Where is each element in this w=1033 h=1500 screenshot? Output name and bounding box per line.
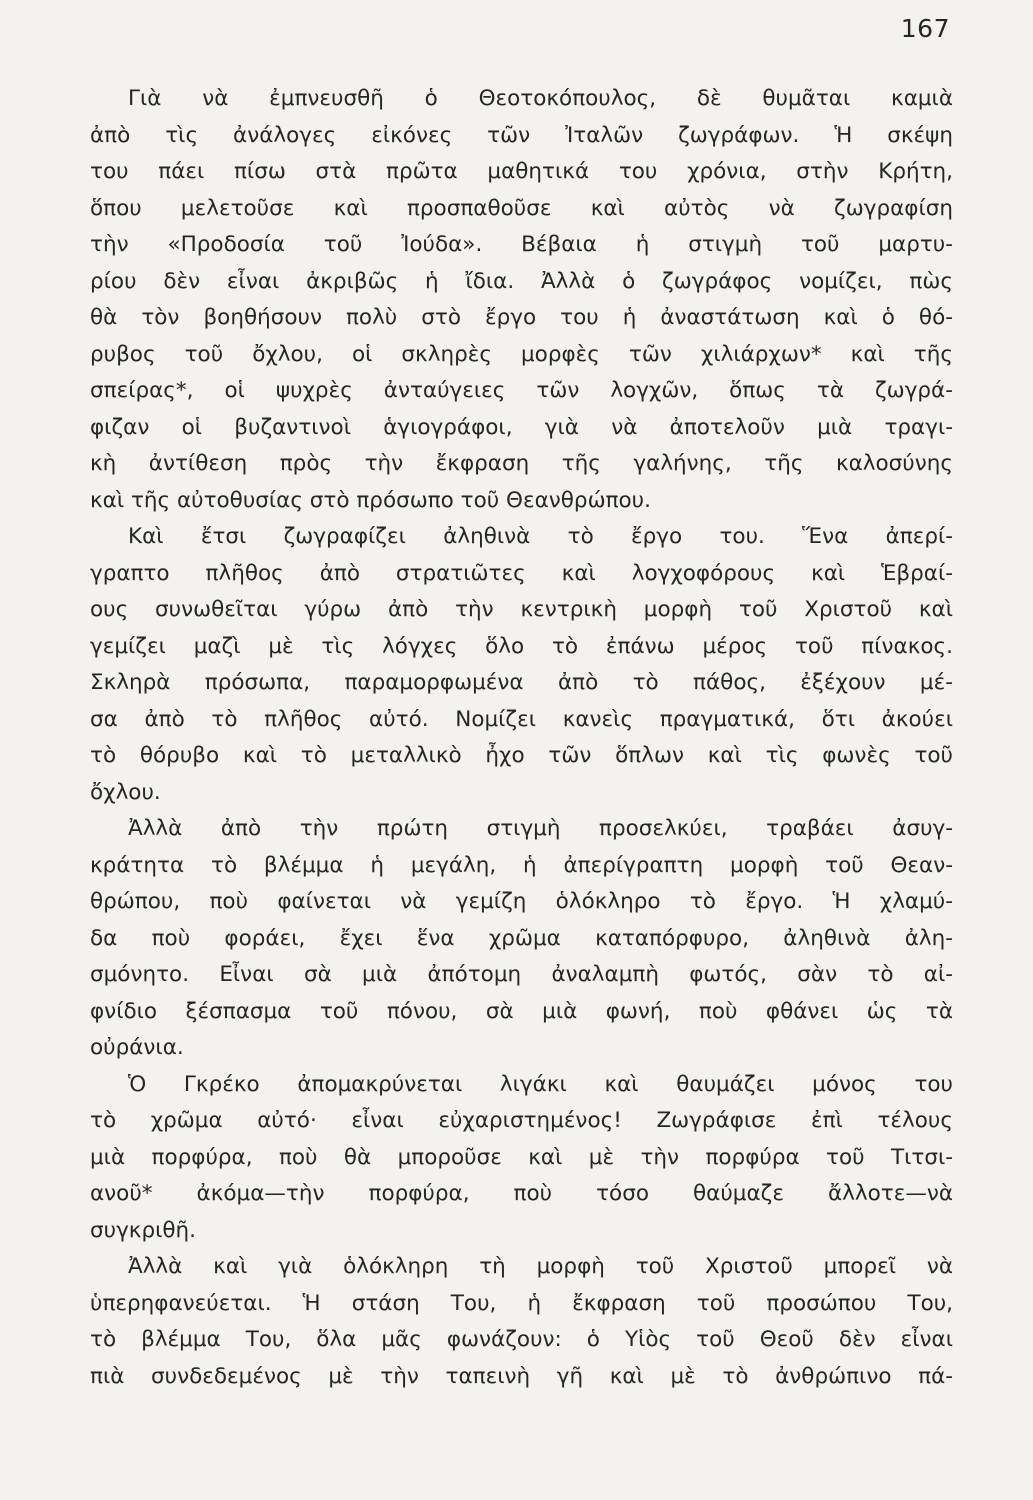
text-line: Ἀλλὰ καὶ γιὰ ὁλόκληρη τὴ μορφὴ τοῦ Χριστοῦ μπορεῖ νὰ — [128, 1254, 953, 1279]
text-line: δα ποὺ φοράει, ἔχει ἕνα χρῶμα καταπόρφυρο, ἀληθινὰ ἀλη- — [90, 925, 953, 951]
text-line: γεμίζει μαζὶ μὲ τὶς λόγχες ὅλο τὸ ἐπάνω μέρος τοῦ πίνακος. — [90, 633, 953, 659]
text-line: τὸ βλέμμα Του, ὅλα μᾶς φωνάζουν: ὁ Υἱὸς τοῦ Θεοῦ δὲν εἶναι — [90, 1327, 953, 1352]
text-line: Ἀλλὰ ἀπὸ τὴν πρώτη στιγμὴ προσελκύει, τραβάει ἀσυγ- — [128, 816, 953, 841]
text-line: τὸ θόρυβο καὶ τὸ μεταλλικὸ ἦχο τῶν ὅπλων καὶ τὶς φωνὲς τοῦ — [90, 743, 953, 768]
text-line: του πάει πίσω στὰ πρῶτα μαθητικά του χρόνια, στὴν Κρήτη, — [90, 159, 953, 184]
text-line: σπείρας*, οἱ ψυχρὲς ἀνταύγειες τῶν λογχῶν, ὅπως τὰ ζωγρά- — [90, 378, 953, 403]
text-line: ους συνωθεῖται γύρω ἀπὸ τὴν κεντρικὴ μορφὴ τοῦ Χριστοῦ καὶ — [90, 597, 953, 622]
text-line: φνίδιο ξέσπασμα τοῦ πόνου, σὰ μιὰ φωνή, ποὺ φθάνει ὡς τὰ — [90, 998, 953, 1024]
text-line: θὰ τὸν βοηθήσουν πολὺ στὸ ἔργο του ἡ ἀναστάτωση καὶ ὁ θό- — [90, 305, 953, 330]
text-line: πιὰ συνδεδεμένος μὲ τὴν ταπεινὴ γῆ καὶ μὲ τὸ ἀνθρώπινο πά- — [90, 1363, 953, 1389]
text-line: καὶ τῆς αὐτοθυσίας στὸ πρόσωπο τοῦ Θεανθρώπου. — [90, 487, 651, 513]
text-line: τὴν «Προδοσία τοῦ Ἰούδα». Βέβαια ἡ στιγμὴ τοῦ μαρτυ- — [90, 232, 953, 257]
text-line: ἀπὸ τὶς ἀνάλογες εἰκόνες τῶν Ἰταλῶν ζωγράφων. Ἡ σκέψη — [90, 122, 953, 148]
text-line: ρυβος τοῦ ὄχλου, οἱ σκληρὲς μορφὲς τῶν χιλιάρχων* καὶ τῆς — [90, 341, 953, 367]
text-line: τὸ χρῶμα αὐτό· εἶναι εὐχαριστημένος! Ζωγράφισε ἐπὶ τέλους — [90, 1108, 953, 1133]
text-line: σμόνητο. Εἶναι σὰ μιὰ ἀπότομη ἀναλαμπὴ φωτός, σὰν τὸ αἰ- — [90, 962, 953, 987]
text-line: μιὰ πορφύρα, ποὺ θὰ μποροῦσε καὶ μὲ τὴν πορφύρα τοῦ Τιτσι- — [90, 1144, 953, 1170]
text-line: φιζαν οἱ βυζαντινοὶ ἁγιογράφοι, γιὰ νὰ ἀποτελοῦν μιὰ τραγι- — [90, 414, 953, 440]
text-line: ὑπερηφανεύεται. Ἡ στάση Του, ἡ ἔκφραση τοῦ προσώπου Του, — [90, 1290, 953, 1316]
text-line: οὐράνια. — [90, 1035, 184, 1060]
body-text — [90, 81, 953, 1395]
text-line: θρώπου, ποὺ φαίνεται νὰ γεμίζη ὁλόκληρο τὸ ἔργο. Ἡ χλαμύ- — [90, 889, 953, 914]
text-line: ὅπου μελετοῦσε καὶ προσπαθοῦσε καὶ αὐτὸς νὰ ζωγραφίση — [90, 195, 953, 221]
text-line: κὴ ἀντίθεση πρὸς τὴν ἔκφραση τῆς γαλήνης, τῆς καλοσύνης — [90, 451, 953, 476]
text-line: σα ἀπὸ τὸ πλῆθος αὐτό. Νομίζει κανεὶς πραγματικά, ὅτι ἀκούει — [90, 706, 953, 732]
text-line: ανοῦ* ἀκόμα—τὴν πορφύρα, ποὺ τόσο θαύμαζε ἄλλοτε—νὰ — [90, 1181, 953, 1206]
text-line: κράτητα τὸ βλέμμα ἡ μεγάλη, ἡ ἀπερίγραπτη μορφὴ τοῦ Θεαν- — [90, 852, 953, 878]
text-line: συγκριθῆ. — [90, 1217, 196, 1243]
page-number: 167 — [900, 14, 950, 43]
text-line: Καὶ ἔτσι ζωγραφίζει ἀληθινὰ τὸ ἔργο του. Ἕνα ἀπερί- — [128, 524, 953, 549]
text-line: ρίου δὲν εἶναι ἀκριβῶς ἡ ἴδια. Ἀλλὰ ὁ ζωγράφος νομίζει, πὼς — [90, 268, 953, 294]
text-line: Ὁ Γκρέκο ἀπομακρύνεται λιγάκι καὶ θαυμάζει μόνος του — [128, 1071, 953, 1097]
text-line: ὄχλου. — [90, 779, 161, 805]
text-line: Γιὰ νὰ ἐμπνευσθῆ ὁ Θεοτοκόπουλος, δὲ θυμᾶται καμιὰ — [128, 86, 953, 111]
text-line: Σκληρὰ πρόσωπα, παραμορφωμένα ἀπὸ τὸ πάθος, ἐξέχουν μέ- — [90, 670, 953, 695]
text-line: γραπτο πλῆθος ἀπὸ στρατιῶτες καὶ λογχοφόρους καὶ Ἑβραί- — [90, 560, 953, 586]
